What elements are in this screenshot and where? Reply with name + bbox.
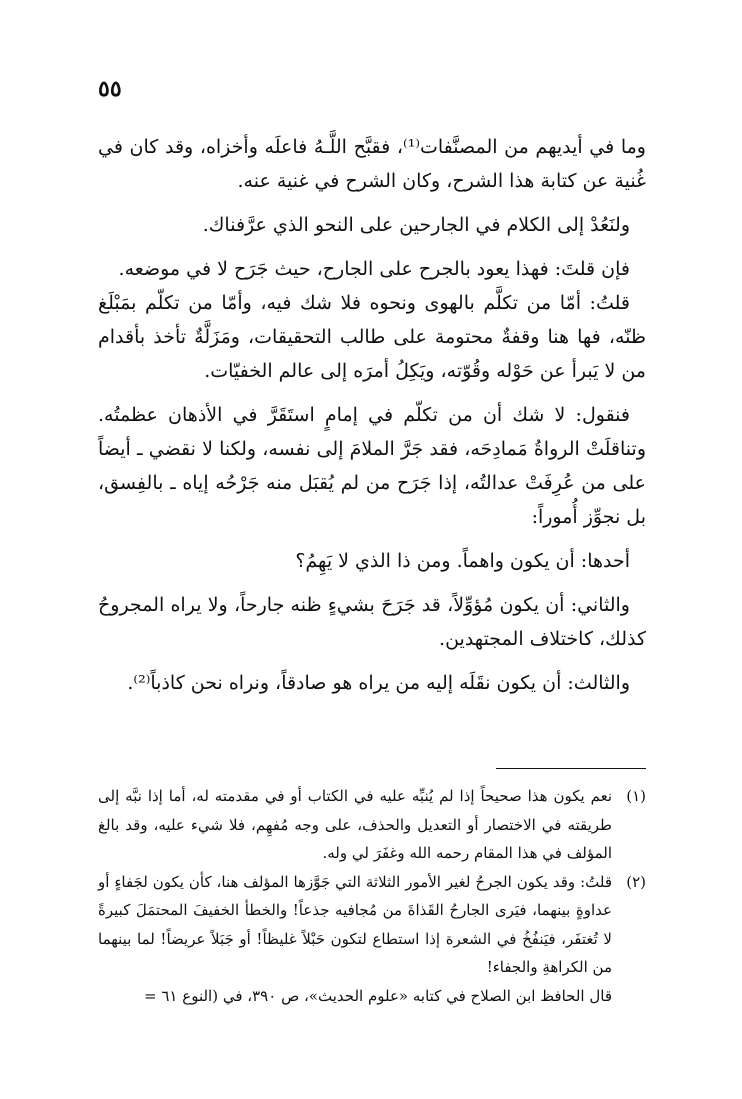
paragraph: فنقول: لا شك أن من تكلّم في إمامٍ استَقَرَّ في الأذهان عظمتُه. وتناقلَتْ الرواةُ مَمادِحَه، فقد جَرَّ الملامَ إلى نفسه، ولكنا لا نقضي ـ أيضاً على من عُرِفَتْ عدالتُه، إذا جَرَح من لم يُقبَل منه جَرْحُه إياه ـ بالفِسق، بل نجوِّز أُموراً: [98,404,646,528]
footnote-text: قلتُ: وقد يكون الجرحُ لغير الأمور الثلاثة التي جَوَّزها المؤلف هنا، كأن يكون لجَفاءٍ أو عداوةٍ بينهما، فيَرى الجارحُ القَذاةَ من مُجافيه جذعاً! والخطأ الخفيفَ المحتمَلَ كبيرةً لا تُغتفَر، فيَنفُخُ في الشعرة إذا استطاع لتكون حَبْلاً غليظاً! أو جَبَلاً عريضاً! لما بينهما من الكراهةِ والجفاء! [98,872,612,976]
paragraph: والثاني: أن يكون مُؤوِّلاً، قد جَرَحَ بشيءٍ ظنه جارحاً، ولا يراه المجروحُ كذلك، كاختلاف المجتهدين. [98,594,646,650]
footnote-number: (١) [626,787,646,805]
footnote-continuation: قال الحافظ ابن الصلاح في كتابه «علوم الحديث»، ص ٣٩٠، في (النوع ٦١ = [144,986,612,1005]
footnotes [98,782,646,1010]
footnote-text: نعم يكون هذا صحيحاً إذا لم يُنبِّه عليه في الكتاب أو في مقدمته له، أما إذا نبَّه إلى طريقته في الاختصار أو التعديل والحذف، على وجه مُفهِم، فلا شيء عليه، وقد بالغ المؤلف في هذا المقام رحمه الله وغفَرَ لي وله. [98,787,612,862]
paragraph: ولنَعُدْ إلى الكلام في الجارحين على النحو الذي عرَّفناك. [202,214,630,236]
page-number: ٥٥ [98,76,122,102]
footnote-number: (٢) [626,872,646,891]
paragraph: أحدها: أن يكون واهماً. ومن ذا الذي لا يَهِمُ؟ [295,550,630,572]
paragraph: وما في أيديهم من المصنَّفات⁽¹⁾، فقبَّح اللَّـهُ فاعلَه وأخزاه، وقد كان في غُنية عن كتابة هذا الشرح، وكان الشرح في غنية عنه. [98,136,646,192]
footnote-separator [496,768,646,769]
paragraph: والثالث: أن يكون نقَلَه إليه من يراه هو صادقاً، ونراه نحن كاذباً⁽²⁾. [127,672,630,694]
footnote [98,868,646,982]
main-text [98,130,646,700]
footnote [98,782,646,868]
paragraph: قلتُ: أمّا من تكلَّم بالهوى ونحوه فلا شك فيه، وأمّا من تكلّم بمَبْلَغ ظنّه، فها هنا وقفةٌ محتومة على طالب التحقيقات، ومَزَلَّةٌ تأخذ بأقدام من لا يَبرأ عن حَوْله وقُوّته، ويَكِلُ أمرَه إلى عالم الخفيّات. [98,292,646,382]
paragraph: فإن قلتَ: فهذا يعود بالجرح على الجارح، حيث جَرَح لا في موضعه. [118,258,630,280]
